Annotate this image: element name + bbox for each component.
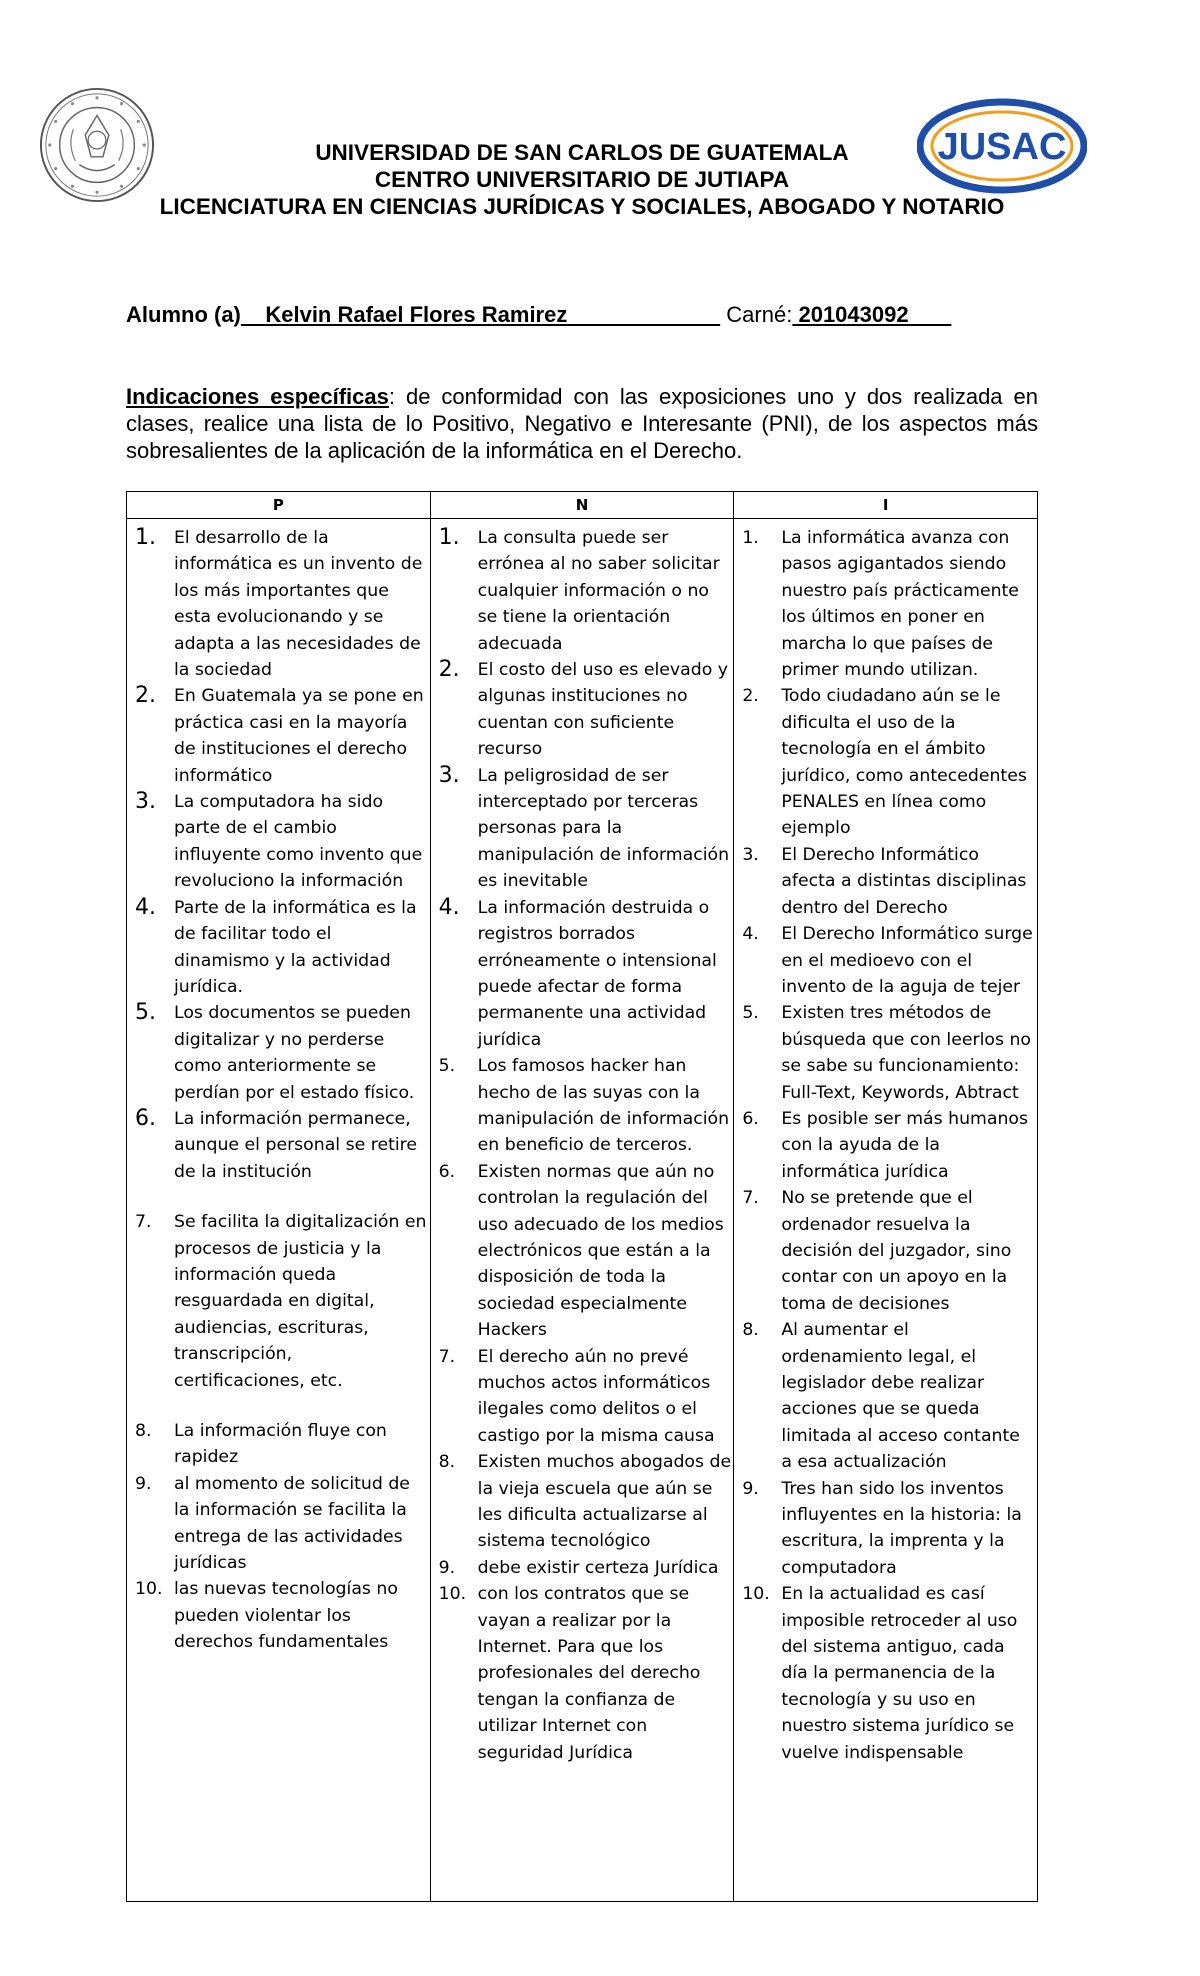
list-item: 8. Existen muchos abogados de la vieja escuela que aún se les dificulta actualizarse al sistema tecnológico: [438, 1452, 732, 1552]
program-name: LICENCIATURA EN CIENCIAS JURÍDICAS Y SOCIALES, ABOGADO Y NOTARIO: [159, 194, 1005, 219]
list-item: 1. La consulta puede ser errónea al no saber solicitar cualquier información o no se tiene la orientación adecuada: [438, 525, 720, 654]
negative-column: [430, 519, 734, 1902]
positive-column: [127, 519, 431, 1902]
instructions-text: : de conformidad con las exposiciones uno y dos realizada en clases, realice una lista de lo Positivo, Negativo e Interesante (PNI), de los aspectos más sobresalientes de la aplicación de la informática en el Derecho.: [126, 384, 1038, 463]
list-item: 10. las nuevas tecnologías no pueden violentar los derechos fundamentales: [135, 1579, 398, 1653]
list-item: 4. El Derecho Informático surge en el medioevo con el invento de la aguja de tejer: [742, 924, 1033, 997]
student-label: Alumno (a): [126, 302, 241, 327]
list-item: 3. El Derecho Informático afecta a distintas disciplinas dentro del Derecho: [742, 844, 1027, 918]
instructions: [126, 383, 1038, 464]
header-negative: N: [430, 492, 734, 519]
university-name: UNIVERSIDAD DE SAN CARLOS DE GUATEMALA: [315, 140, 849, 165]
center-name: CENTRO UNIVERSITARIO DE JUTIAPA: [374, 167, 790, 192]
interesting-column: [734, 519, 1038, 1902]
list-item: 7. No se pretende que el ordenador resuelva la decisión del juzgador, sino contar con un apoyo en la toma de decisiones: [742, 1188, 1012, 1314]
list-item: 1. La informática avanza con pasos agigantados siendo nuestro país prácticamente los últimos en poner en marcha lo que países de primer mundo utilizan.: [742, 528, 1019, 681]
list-item: 2. En Guatemala ya se pone en práctica casi en la mayoría de instituciones el derecho informático: [135, 683, 424, 786]
list-item: 9. Tres han sido los inventos influyentes en la historia: la escritura, la imprenta y la computadora: [742, 1478, 1022, 1578]
jusac-logo-text: JUSAC: [937, 126, 1067, 168]
list-item: 9. al momento de solicitud de la información se facilita la entrega de las actividades jurídicas: [135, 1473, 410, 1574]
list-item: 6. Existen normas que aún no controlan la regulación del uso adecuado de los medios electrónicos que están a la disposición de toda la sociedad especialmente Hackers: [438, 1161, 724, 1341]
header-positive: P: [127, 492, 431, 519]
student-line: [126, 302, 951, 328]
list-item: 8. Al aumentar el ordenamiento legal, el legislador debe realizar acciones que se queda limitada al acceso contante a esa actualización: [742, 1320, 1020, 1473]
list-item: 2. El costo del uso es elevado y algunas instituciones no cuentan con suficiente recurso: [438, 657, 728, 760]
list-item: 9. debe existir certeza Jurídica: [438, 1557, 719, 1578]
list-item: 5. Los famosos hacker han hecho de las suyas con la manipulación de información en beneficio de terceros.: [438, 1056, 730, 1156]
list-item: 8. La información fluye con rapidez: [135, 1421, 387, 1468]
carne-label: Carné:: [726, 302, 793, 327]
list-item: 7. Se facilita la digitalización en procesos de justicia y la información queda resguardada en digital, audiencias, escrituras, transcripción, certificaciones, etc.: [135, 1212, 427, 1391]
list-item: 4. La información destruida o registros borrados erróneamente o intensional puede afectar de forma permanente una actividad jurídica: [438, 894, 717, 1050]
list-item: 5. Los documentos se pueden digitalizar y no perderse como anteriormente se perdían por el estado físico.: [135, 1000, 415, 1103]
list-item: 6. Es posible ser más humanos con la ayuda de la informática jurídica: [742, 1108, 1028, 1182]
header-interesting: I: [734, 492, 1038, 519]
instructions-label: Indicaciones específicas: [126, 384, 389, 409]
list-item: 6. La información permanece, aunque el personal se retire de la institución: [135, 1105, 418, 1182]
student-name: Kelvin Rafael Flores Ramirez: [265, 302, 568, 327]
list-item: 1. El desarrollo de la informática es un invento de los más importantes que esta evolucionando y se adapta a las necesidades de la sociedad: [135, 525, 423, 681]
carne-value: 201043092: [798, 302, 909, 327]
list-item: 10. con los contratos que se vayan a realizar por la Internet. Para que los profesionales del derecho tengan la confianza de utilizar Internet con seguridad Jurídica: [438, 1584, 701, 1763]
list-item: 4. Parte de la informática es la de facilitar todo el dinamismo y la actividad jurídica.: [135, 894, 417, 997]
list-item: 3. La computadora ha sido parte de el cambio influyente como invento que revoluciono la información: [135, 789, 423, 892]
list-item: 7. El derecho aún no prevé muchos actos informáticos ilegales como delitos o el castigo por la misma causa: [438, 1346, 715, 1446]
list-item: 2. Todo ciudadano aún se le dificulta el uso de la tecnología en el ámbito jurídico, como antecedentes PENALES en línea como ejemplo: [742, 686, 1027, 839]
list-item: 5. Existen tres métodos de búsqueda que con leerlos no se sabe su funcionamiento: Full-Text, Keywords, Abtract: [742, 1003, 1031, 1103]
list-item: 10. En la actualidad es casí imposible retroceder al uso del sistema antiguo, cada día la permanencia de la tecnología y su uso en nuestro sistema jurídico se vuelve indispensable: [742, 1584, 1018, 1763]
list-item: 3. La peligrosidad de ser interceptado por terceras personas para la manipulación de información es inevitable: [438, 762, 730, 892]
pni-table: [126, 491, 1038, 1902]
